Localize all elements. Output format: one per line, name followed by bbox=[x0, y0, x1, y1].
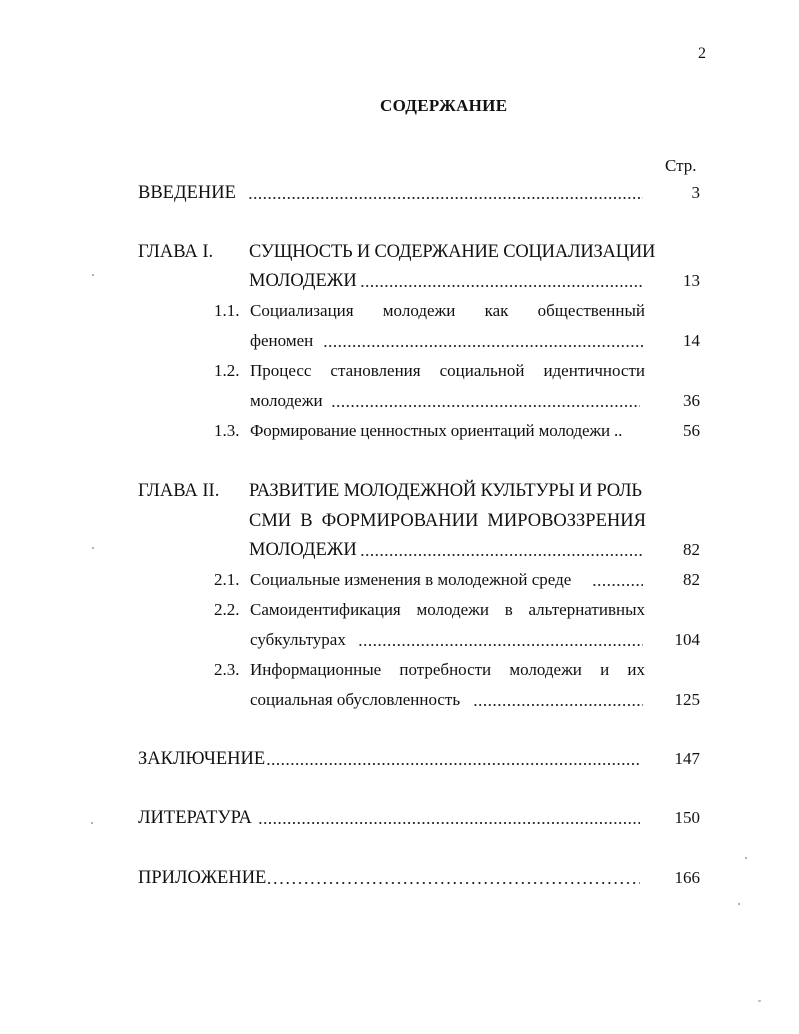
leader-dots bbox=[360, 545, 643, 557]
word: в bbox=[504, 600, 513, 619]
toc-page-number: 14 bbox=[683, 331, 700, 350]
chapter-title-line: МОЛОДЕЖИ bbox=[249, 271, 357, 291]
leader-dots bbox=[360, 276, 643, 288]
word: Процесс bbox=[250, 361, 312, 380]
section-number: 1.3. bbox=[214, 421, 240, 440]
chapter-title-line: СУЩНОСТЬ И СОДЕРЖАНИЕ СОЦИАЛИЗАЦИИ bbox=[249, 242, 656, 262]
section-number: 2.3. bbox=[214, 660, 240, 679]
section-number: 1.1. bbox=[214, 301, 240, 320]
section-title-line: субкультурах bbox=[250, 630, 346, 649]
word: Информационные bbox=[250, 660, 382, 679]
scan-speck bbox=[745, 857, 747, 859]
toc-label: ЗАКЛЮЧЕНИЕ bbox=[138, 749, 266, 769]
word: СМИ bbox=[249, 511, 292, 531]
word: потребности bbox=[399, 660, 492, 679]
toc-entry-1-2[interactable] bbox=[0, 391, 799, 411]
word: МИРОВОЗЗРЕНИЯ bbox=[487, 511, 646, 531]
word: общественный bbox=[537, 301, 645, 320]
word: Социализация bbox=[250, 301, 354, 320]
toc-entry-intro[interactable] bbox=[0, 183, 799, 203]
toc-page-number: 13 bbox=[683, 271, 700, 290]
section-title-line: молодежи bbox=[250, 391, 323, 410]
word: молодежи bbox=[416, 600, 490, 619]
toc-entry-literature[interactable] bbox=[0, 808, 799, 828]
toc-entry-2-2[interactable] bbox=[0, 630, 799, 650]
scan-speck bbox=[92, 547, 94, 549]
word: становления bbox=[330, 361, 421, 380]
section-number: 2.1. bbox=[214, 570, 240, 589]
leader-dots bbox=[258, 813, 640, 825]
word: альтернативных bbox=[528, 600, 645, 619]
toc-page-number: 147 bbox=[674, 749, 700, 768]
toc-page-number: 36 bbox=[683, 391, 700, 410]
word: В bbox=[300, 511, 313, 531]
toc-label: ПРИЛОЖЕНИЕ bbox=[138, 868, 267, 888]
toc-page-number: 82 bbox=[683, 540, 700, 559]
scan-speck bbox=[92, 274, 94, 276]
chapter-title-line: МОЛОДЕЖИ bbox=[249, 540, 357, 560]
toc-entry-conclusion[interactable] bbox=[0, 749, 799, 769]
word: Самоидентификация bbox=[250, 600, 401, 619]
leader-dots bbox=[248, 188, 643, 200]
toc-entry-2-3[interactable] bbox=[0, 690, 799, 710]
scan-speck bbox=[91, 822, 93, 824]
section-title-line bbox=[250, 660, 645, 680]
leader-dots bbox=[358, 635, 643, 647]
page-column-header: Стр. bbox=[665, 156, 697, 175]
section-number: 1.2. bbox=[214, 361, 240, 380]
chapter-label: ГЛАВА I. bbox=[138, 242, 214, 262]
section-title-line: Социальные изменения в молодежной среде bbox=[250, 570, 572, 589]
leader-dots bbox=[592, 575, 643, 587]
word: ФОРМИРОВАНИИ bbox=[321, 511, 479, 531]
page-number: 2 bbox=[698, 45, 706, 62]
word: молодежи bbox=[509, 660, 582, 679]
chapter-title-line: РАЗВИТИЕ МОЛОДЕЖНОЙ КУЛЬТУРЫ И РОЛЬ bbox=[249, 481, 642, 501]
scan-speck bbox=[738, 903, 740, 905]
word: их bbox=[627, 660, 645, 679]
section-title-line bbox=[250, 301, 645, 321]
section-title-line: феномен bbox=[250, 331, 314, 350]
toc-page-number: 166 bbox=[674, 868, 700, 887]
chapter-label: ГЛАВА II. bbox=[138, 481, 220, 501]
toc-entry-appendix[interactable] bbox=[0, 868, 799, 888]
toc-page-number: 150 bbox=[674, 808, 700, 827]
toc-page-number: 56 bbox=[683, 421, 700, 440]
chapter-title-line bbox=[249, 511, 646, 531]
toc-page-number: 82 bbox=[683, 570, 700, 589]
word: социальной bbox=[439, 361, 525, 380]
word: и bbox=[600, 660, 610, 679]
leader-dots bbox=[473, 695, 643, 707]
toc-entry-2-1[interactable] bbox=[0, 570, 799, 590]
page-title: СОДЕРЖАНИЕ bbox=[380, 96, 508, 115]
word: молодежи bbox=[382, 301, 456, 320]
section-title-line: социальная обусловленность bbox=[250, 690, 461, 709]
leader-dots bbox=[331, 396, 640, 408]
section-number: 2.2. bbox=[214, 600, 240, 619]
toc-entry-chapter-1[interactable] bbox=[0, 271, 799, 291]
toc-entry-1-3[interactable] bbox=[0, 421, 799, 441]
toc-page-number: 3 bbox=[691, 183, 700, 202]
toc-page-number: 104 bbox=[674, 630, 700, 649]
section-title-line: Формирование ценностных ориентаций молодежи .. bbox=[250, 421, 623, 440]
section-title-line bbox=[250, 600, 645, 620]
toc-entry-chapter-2[interactable] bbox=[0, 540, 799, 560]
toc-label: ЛИТЕРАТУРА bbox=[138, 808, 252, 828]
toc-label: ВВЕДЕНИЕ bbox=[138, 183, 236, 203]
leader-dots bbox=[266, 873, 640, 885]
toc-entry-1-1[interactable] bbox=[0, 331, 799, 351]
word: идентичности bbox=[543, 361, 645, 380]
section-title-line bbox=[250, 361, 645, 381]
scan-speck bbox=[758, 1000, 761, 1002]
leader-dots bbox=[266, 754, 640, 766]
leader-dots bbox=[323, 336, 643, 348]
toc-page-number: 125 bbox=[674, 690, 700, 709]
word: как bbox=[484, 301, 509, 320]
